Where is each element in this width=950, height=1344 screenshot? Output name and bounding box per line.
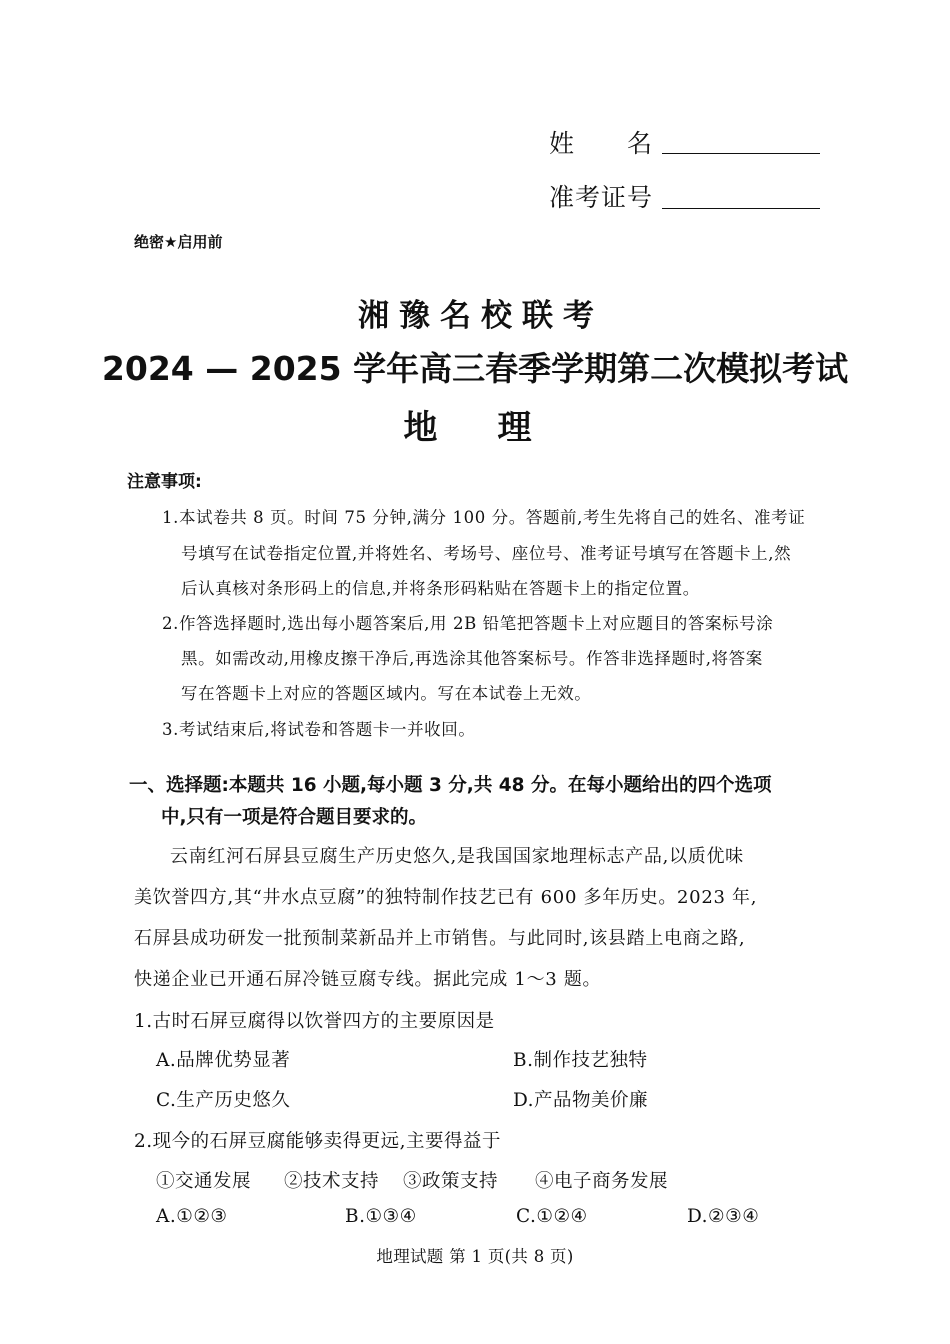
section-heading: 一、选择题:本题共 16 小题,每小题 3 分,共 48 分。在每小题给出的四个选项 [129,775,772,796]
exam-id-label: 准考证号 [549,183,654,212]
q2-option-b[interactable]: B.①③④ [345,1206,417,1227]
notice-line: 号填写在试卷指定位置,并将姓名、考场号、座位号、准考证号填写在答题卡上,然 [181,544,792,563]
notice-heading: 注意事项: [127,472,202,492]
name-field-line[interactable] [662,153,820,154]
subject-title: 地理 [403,408,592,448]
notice-line: 1.本试卷共 8 页。时间 75 分钟,满分 100 分。答题前,考生先将自己的姓名、准考证 [162,508,806,527]
q2-item-3: ③政策支持 [403,1171,499,1192]
question-1-stem: 1.古时石屏豆腐得以饮誉四方的主要原因是 [134,1011,495,1032]
notice-line: 黑。如需改动,用橡皮擦干净后,再选涂其他答案标号。作答非选择题时,将答案 [181,649,763,668]
q2-item-2: ②技术支持 [284,1171,380,1192]
q1-option-d[interactable]: D.产品物美价廉 [513,1090,649,1111]
name-label: 姓 名 [549,129,654,158]
exam-title: 2024 — 2025 学年高三春季学期第二次模拟考试 [101,349,849,388]
notice-line: 2.作答选择题时,选出每小题答案后,用 2B 铅笔把答题卡上对应题目的答案标号涂 [162,614,774,633]
q2-item-4: ④电子商务发展 [535,1171,669,1192]
question-2-stem: 2.现今的石屏豆腐能够卖得更远,主要得益于 [134,1131,502,1152]
q2-option-c[interactable]: C.①②④ [516,1206,588,1227]
q2-option-a[interactable]: A.①②③ [156,1206,228,1227]
q2-option-d[interactable]: D.②③④ [687,1206,760,1227]
notice-line: 后认真核对条形码上的信息,并将条形码粘贴在答题卡上的指定位置。 [181,579,700,598]
passage-line: 云南红河石屏县豆腐生产历史悠久,是我国国家地理标志产品,以质优味 [170,846,744,867]
exam-id-field-line[interactable] [662,208,820,209]
confidential-mark: 绝密★启用前 [134,233,223,251]
passage-line: 快递企业已开通石屏冷链豆腐专线。据此完成 1～3 题。 [134,969,602,990]
passage-line: 石屏县成功研发一批预制菜新品并上市销售。与此同时,该县踏上电商之路, [134,928,746,949]
notice-line: 写在答题卡上对应的答题区域内。写在本试卷上无效。 [181,684,592,703]
notice-line: 3.考试结束后,将试卷和答题卡一并收回。 [162,720,476,739]
q2-item-1: ①交通发展 [156,1171,252,1192]
q1-option-a[interactable]: A.品牌优势显著 [156,1050,291,1071]
passage-line: 美饮誉四方,其“井水点豆腐”的独特制作技艺已有 600 多年历史。2023 年, [134,887,758,908]
q1-option-b[interactable]: B.制作技艺独特 [513,1050,648,1071]
page-footer: 地理试题 第 1 页(共 8 页) [376,1247,574,1266]
exam-union-title: 湘豫名校联考 [358,298,604,334]
section-heading-cont: 中,只有一项是符合题目要求的。 [161,807,428,828]
q1-option-c[interactable]: C.生产历史悠久 [156,1090,291,1111]
